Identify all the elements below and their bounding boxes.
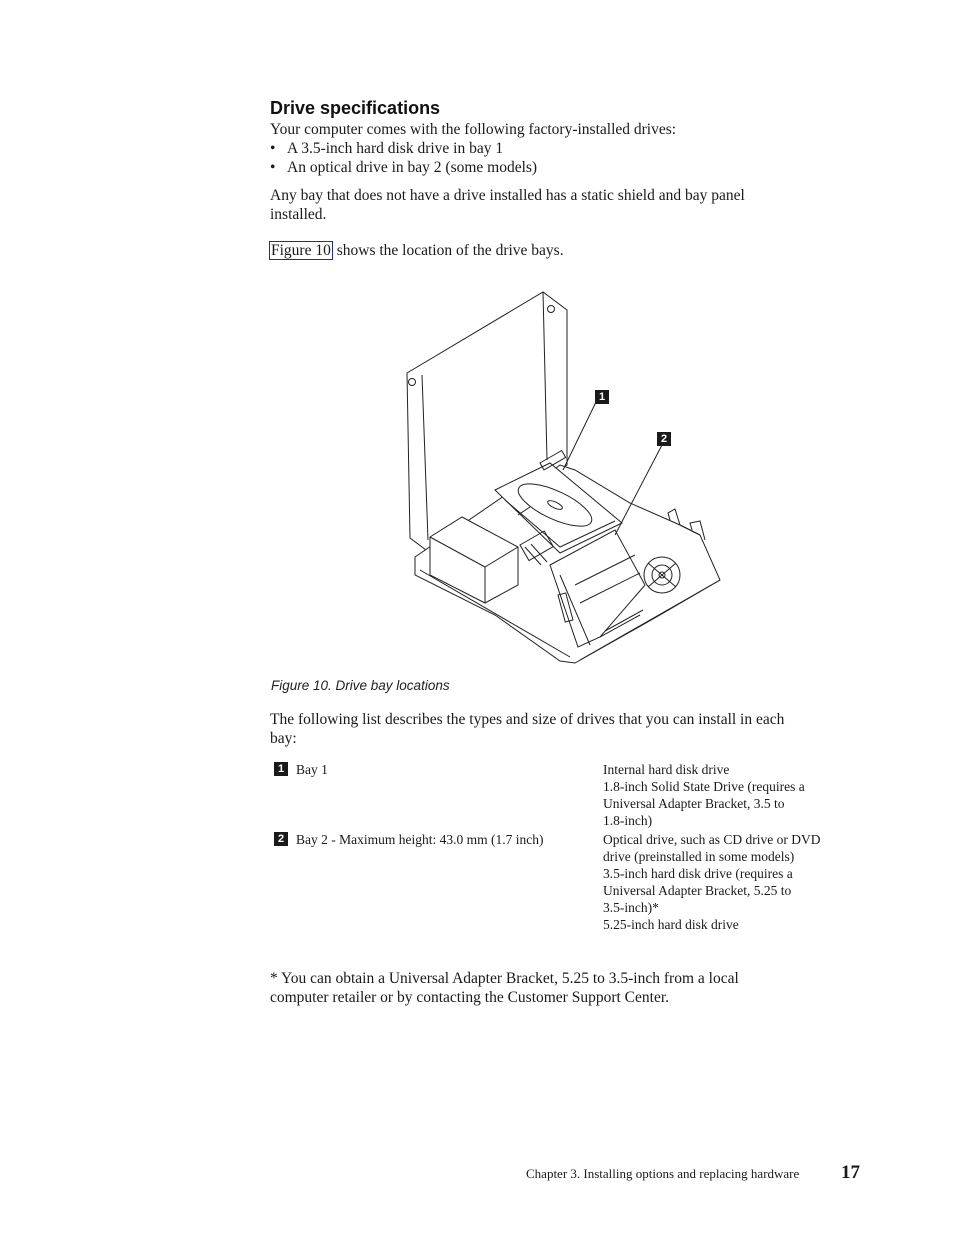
figure-caption: Figure 10. Drive bay locations [271,678,450,693]
list-item: • A 3.5-inch hard disk drive in bay 1 [270,140,504,157]
bay-drive-types: Optical drive, such as CD drive or DVD drive (preinstalled in some models) 3.5-inch hard disk drive (requires a Universal Adapter Bracket, 5.25 to 3.5-inch)* 5.25-inch hard disk drive [603,832,821,932]
list-intro: The following list describes the types and size of drives that you can install in each bay: [270,711,785,747]
chapter-title: Chapter 3. Installing options and replacing hardware [526,1166,800,1181]
callout-line-1 [563,402,596,470]
figure-reference: Figure 10 shows the location of the drive bays. [271,242,564,259]
callout-badge-1: 1 [595,390,609,404]
shield-paragraph: Any bay that does not have a drive installed has a static shield and bay panel installed. [270,187,745,223]
section-heading: Drive specifications [270,98,441,118]
page-number: 17 [841,1162,860,1183]
bay-label: Bay 1 [296,762,328,777]
bay-label: Bay 2 - Maximum height: 43.0 mm (1.7 inch) [296,832,544,847]
intro-text: Your computer comes with the following factory-installed drives: [270,121,677,138]
bay-drive-types: Internal hard disk drive 1.8-inch Solid State Drive (requires a Universal Adapter Bracket, 3.5 to 1.8-inch) [603,762,805,828]
bay-badge: 2 [274,832,288,846]
drive-list [270,139,537,177]
figure-10-link[interactable]: Figure 10 [271,242,331,259]
callout-badge-2: 2 [657,432,671,446]
list-item: • An optical drive in bay 2 (some models) [270,159,538,176]
bay-badge: 1 [274,762,288,776]
footnote: * You can obtain a Universal Adapter Bracket, 5.25 to 3.5-inch from a local computer retailer or by contacting the Customer Support Center. [270,970,739,1006]
drive-bay-illustration [400,285,730,665]
